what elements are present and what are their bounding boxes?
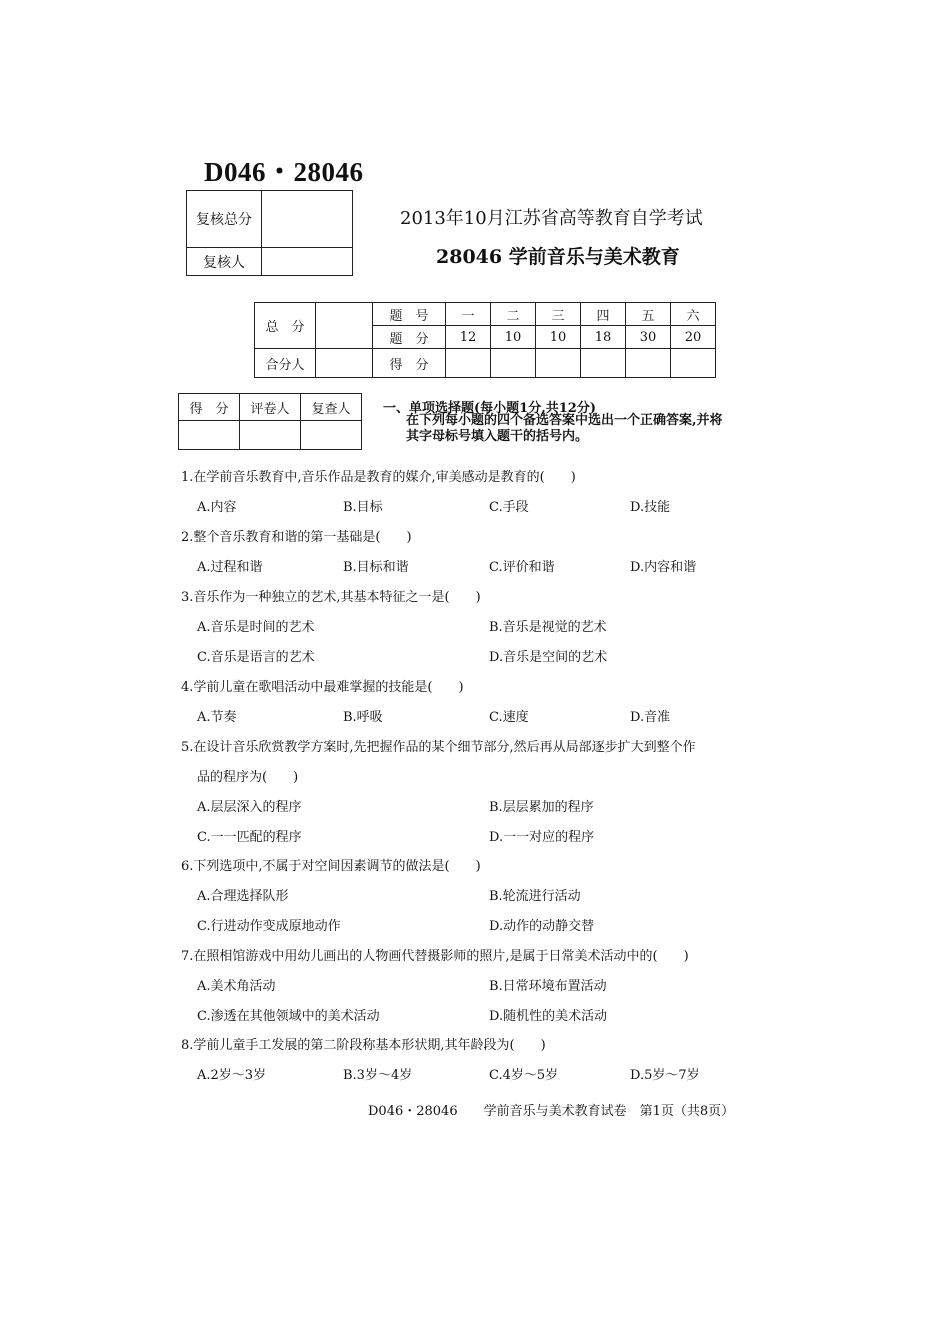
option: C.渗透在其他领域中的美术活动 (197, 1009, 380, 1024)
score-got-cell (671, 349, 716, 378)
option: C.4岁～5岁 (489, 1068, 559, 1083)
option: B.音乐是视觉的艺术 (489, 620, 607, 635)
question-stem-continued: 品的程序为( ) (197, 770, 299, 785)
page-footer: D046・28046 学前音乐与美术教育试卷 第1页（共8页） (368, 1104, 735, 1119)
question-points-label: 题 分 (373, 326, 446, 349)
option: C.行进动作变成原地动作 (197, 919, 341, 934)
question-points: 10 (536, 326, 581, 349)
question-stem: 4.学前儿童在歌唱活动中最难掌握的技能是( ) (181, 680, 464, 695)
subject-title: 28046 学前音乐与美术教育 (436, 246, 680, 268)
paper-code: D046・28046 (204, 157, 364, 187)
option: B.3岁～4岁 (343, 1068, 413, 1083)
question-number: 三 (536, 303, 581, 326)
option: A.过程和谐 (197, 560, 263, 575)
instruction-line: 在下列每小题的四个备选答案中选出一个正确答案,并将 (406, 413, 723, 428)
option: D.音准 (630, 710, 671, 725)
combiner-label: 合分人 (255, 349, 316, 378)
score-got-cell (581, 349, 626, 378)
review-box (186, 190, 353, 276)
question-stem: 8.学前儿童手工发展的第二阶段称基本形状期,其年龄段为( ) (181, 1038, 546, 1053)
score-got-cell (491, 349, 536, 378)
question-points: 12 (446, 326, 491, 349)
question-stem: 1.在学前音乐教育中,音乐作品是教育的媒介,审美感动是教育的( ) (181, 470, 576, 485)
option: A.节奏 (197, 710, 237, 725)
option: D.随机性的美术活动 (489, 1009, 608, 1024)
score-got-cell (446, 349, 491, 378)
option: D.动作的动静交替 (489, 919, 595, 934)
option: D.内容和谐 (630, 560, 697, 575)
option: C.评价和谐 (489, 560, 555, 575)
option: A.合理选择队形 (197, 889, 289, 904)
question-number-label: 题 号 (373, 303, 446, 326)
total-score-cell (316, 303, 373, 349)
review-total-label: 复核总分 (187, 191, 262, 248)
option: A.美术角活动 (197, 979, 276, 994)
option: B.日常环境布置活动 (489, 979, 607, 994)
option: A.层层深入的程序 (197, 800, 302, 815)
reviewer-label: 复核人 (187, 248, 262, 276)
score-got-cell (626, 349, 671, 378)
option: B.层层累加的程序 (489, 800, 594, 815)
grader-score-cell (179, 421, 240, 450)
section-instructions (406, 413, 786, 445)
option: B.目标和谐 (343, 560, 409, 575)
score-got-label: 得 分 (373, 349, 446, 378)
score-table (254, 302, 716, 378)
question-points: 20 (671, 326, 716, 349)
option: A.音乐是时间的艺术 (197, 620, 315, 635)
combiner-cell (316, 349, 373, 378)
option: B.呼吸 (343, 710, 383, 725)
option: C.音乐是语言的艺术 (197, 650, 315, 665)
option: D.一一对应的程序 (489, 830, 595, 845)
review-total-cell (262, 191, 353, 248)
question-points: 18 (581, 326, 626, 349)
question-points: 10 (491, 326, 536, 349)
option: C.一一匹配的程序 (197, 830, 302, 845)
option: A.内容 (197, 500, 237, 515)
option: A.2岁～3岁 (197, 1068, 267, 1083)
question-points: 30 (626, 326, 671, 349)
question-number: 二 (491, 303, 536, 326)
instruction-line: 其字母标号填入题干的括号内。 (406, 429, 589, 444)
question-stem: 3.音乐作为一种独立的艺术,其基本特征之一是( ) (181, 590, 481, 605)
question-number: 五 (626, 303, 671, 326)
option: C.手段 (489, 500, 529, 515)
exam-title: 2013年10月江苏省高等教育自学考试 (400, 208, 703, 229)
question-number: 四 (581, 303, 626, 326)
grader-score-label: 得 分 (179, 394, 240, 421)
option: D.技能 (630, 500, 671, 515)
option: B.轮流进行活动 (489, 889, 581, 904)
question-number: 一 (446, 303, 491, 326)
checker-name-label: 复查人 (301, 394, 362, 421)
score-got-cell (536, 349, 581, 378)
question-stem: 2.整个音乐教育和谐的第一基础是( ) (181, 530, 412, 545)
option: D.5岁～7岁 (630, 1068, 700, 1083)
question-stem: 5.在设计音乐欣赏教学方案时,先把握作品的某个细节部分,然后再从局部逐步扩大到整个作 (181, 740, 696, 755)
question-number: 六 (671, 303, 716, 326)
grader-name-cell (240, 421, 301, 450)
checker-name-cell (301, 421, 362, 450)
question-stem: 6.下列选项中,不属于对空间因素调节的做法是( ) (181, 859, 481, 874)
option: C.速度 (489, 710, 529, 725)
total-score-label: 总 分 (255, 303, 316, 349)
option: D.音乐是空间的艺术 (489, 650, 608, 665)
section-title: 一、单项选择题(每小题1分,共12分) (383, 401, 596, 416)
option: B.目标 (343, 500, 383, 515)
grader-box (178, 393, 362, 450)
reviewer-cell (262, 248, 353, 276)
question-stem: 7.在照相馆游戏中用幼儿画出的人物画代替摄影师的照片,是属于日常美术活动中的( ) (181, 949, 689, 964)
grader-name-label: 评卷人 (240, 394, 301, 421)
